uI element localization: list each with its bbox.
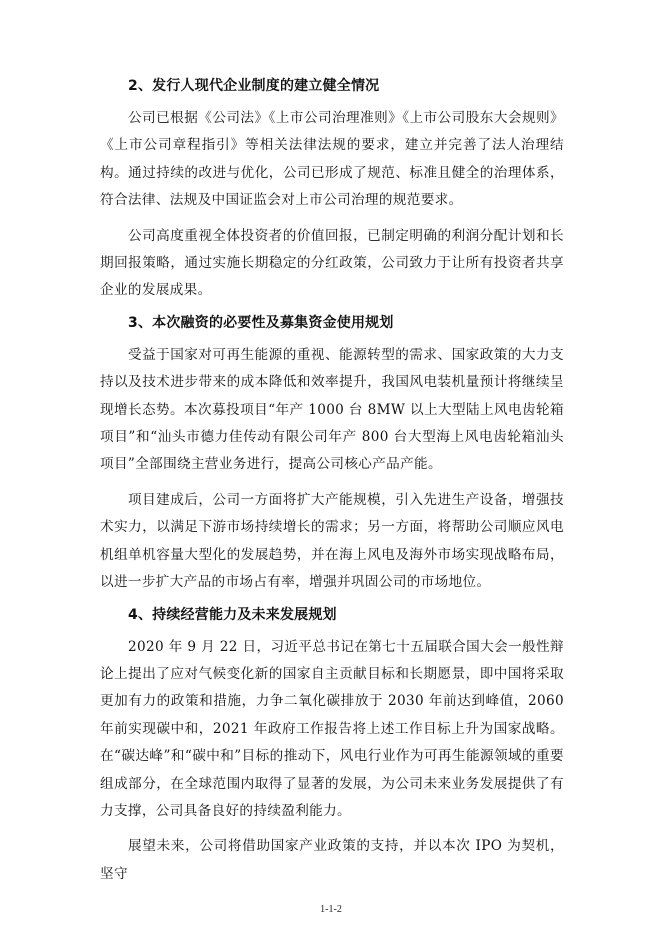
- section-heading-governance: 2、发行人现代企业制度的建立健全情况: [128, 78, 380, 94]
- paragraph-carbon-goals: 2020 年 9 月 22 日，习近平总书记在第七十五届联合国大会一般性辩论上提出了应对气候变化新的国家自主贡献目标和长期愿景，即中国将采取更加有力的政策和措施，力争二氧化碳排放于 2030 年前达到峰值，2060 年前实现碳中和，2021 年政府工作报告将上述工作目标上升为国家战略。在“碳达峰”和“碳中和”目标的推动下，风电行业作为可再生能源领域的重要组成部分，在全球范围内取得了显著的发展，为公司未来业务发展提供了有力支撑，公司具备良好的持续盈利能力。: [100, 638, 564, 819]
- section-heading-sustainability: 4、持续经营能力及未来发展规划: [128, 606, 337, 623]
- paragraph-project-benefits: 项目建成后，公司一方面将扩大产能规模，引入先进生产设备，增强技术实力，以满足下游市场持续增长的需求；另一方面，将帮助公司顺应风电机组单机容量大型化的发展趋势，并在海上风电及海外市场实现战略布局，以进一步扩大产品的市场占有率，增强并巩固公司的市场地位。: [100, 491, 564, 591]
- page-number: 1-1-2: [320, 904, 342, 915]
- section-heading-financing: 3、本次融资的必要性及募集资金使用规划: [128, 314, 394, 331]
- paragraph-governance-structure: 公司已根据《公司法》《上市公司治理准则》《上市公司股东大会规则》《上市公司章程指引》等相关法律法规的要求，建立并完善了法人治理结构。通过持续的改进与优化，公司已形成了规范、标准且健全的治理体系，符合法律、法规及中国证监会对上市公司治理的规范要求。: [100, 110, 564, 209]
- document-body: [100, 76, 564, 896]
- paragraph-investor-returns: 公司高度重视全体投资者的价值回报，已制定明确的利润分配计划和长期回报策略，通过实施长期稳定的分红政策，公司致力于让所有投资者共享企业的发展成果。: [100, 227, 564, 299]
- paragraph-financing-projects: 受益于国家对可再生能源的重视、能源转型的需求、国家政策的大力支持以及技术进步带来的成本降低和效率提升，我国风电装机量预计将继续呈现增长态势。本次募投项目“年产 1000 台 8MW 以上大型陆上风电齿轮箱项目”和“汕头市德力佳传动有限公司年产 800 台大型海上风电齿轮箱汕头项目”全部围绕主营业务进行，提高公司核心产品产能。: [100, 346, 564, 473]
- paragraph-outlook: 展望未来，公司将借助国家产业政策的支持，并以本次 IPO 为契机，坚守: [100, 838, 564, 882]
